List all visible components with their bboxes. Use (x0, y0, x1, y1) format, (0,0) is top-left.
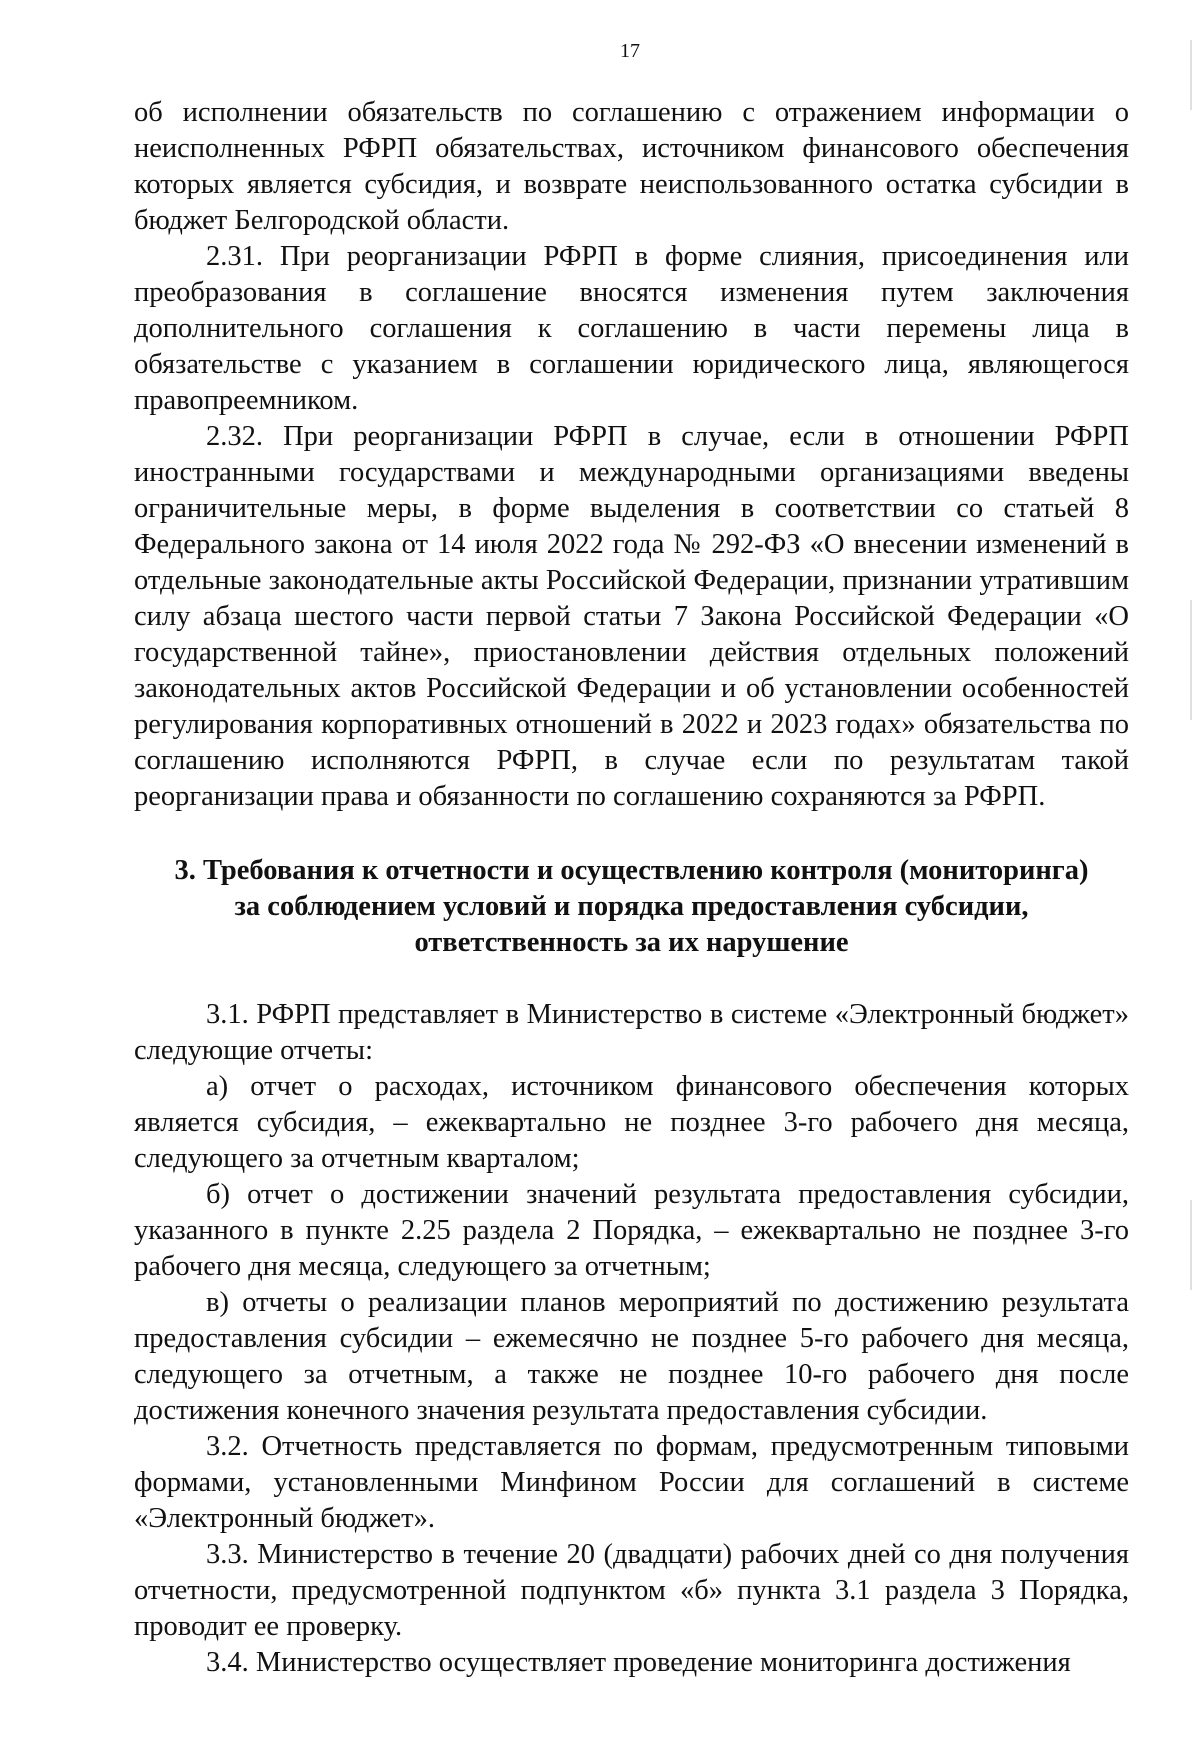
document-body (134, 95, 1129, 1681)
page-number: 17 (620, 40, 640, 62)
scan-margin-mark (1190, 1200, 1192, 1290)
scan-margin-mark (1190, 600, 1192, 720)
paragraph-3-2: 3.2. Отчетность представляется по формам, предусмотренным типовыми формами, установленными Минфином России для соглашений в системе «Электронный бюджет». (134, 1431, 1129, 1534)
paragraph-3-1: 3.1. РФРП представляет в Министерство в системе «Электронный бюджет» следующие отчеты: (134, 999, 1129, 1066)
paragraph-2-31: 2.31. При реорганизации РФРП в форме слияния, присоединения или преобразования в соглашение вносятся изменения путем заключения дополнительного соглашения к соглашению в части перемены лица в обязательстве с указанием в соглашении юридического лица, являющегося правопреемником. (134, 241, 1129, 416)
paragraph-3-3: 3.3. Министерство в течение 20 (двадцати) рабочих дней со дня получения отчетности, предусмотренной подпунктом «б» пункта 3.1 раздела 3 Порядка, проводит ее проверку. (134, 1539, 1129, 1642)
section-heading: 3. Требования к отчетности и осуществлению контроля (мониторинга) за соблюдением условий и порядка предоставления субсидии, ответственность за их нарушение (174, 855, 1089, 958)
paragraph-continuation: об исполнении обязательств по соглашению с отражением информации о неисполненных РФРП обязательствах, источником финансового обеспечения которых является субсидия, и возврате неиспользованного остатка субсидии в бюджет Белгородской области. (134, 97, 1129, 236)
paragraph-3-1-b: б) отчет о достижении значений результата предоставления субсидии, указанного в пункте 2.25 раздела 2 Порядка, – ежеквартально не позднее 3-го рабочего дня месяца, следующего за отчетным; (134, 1179, 1129, 1282)
paragraph-3-1-a: а) отчет о расходах, источником финансового обеспечения которых является субсидия, – ежеквартально не позднее 3-го рабочего дня месяца, следующего за отчетным кварталом; (134, 1071, 1129, 1174)
paragraph-3-1-v: в) отчеты о реализации планов мероприятий по достижению результата предоставления субсидии – ежемесячно не позднее 5-го рабочего дня месяца, следующего за отчетным, а также не позднее 10-го рабочего дня после достижения конечного значения результата предоставления субсидии. (134, 1287, 1129, 1426)
paragraph-3-4: 3.4. Министерство осуществляет проведение мониторинга достижения (206, 1647, 1071, 1678)
paragraph-2-32: 2.32. При реорганизации РФРП в случае, если в отношении РФРП иностранными государствами и международными организациями введены ограничительные меры, в форме выделения в соответствии со статьей 8 Федерального закона от 14 июля 2022 года № 292-ФЗ «О внесении изменений в отдельные законодательные акты Российской Федерации, признании утратившим силу абзаца шестого части первой статьи 7 Закона Российской Федерации «О государственной тайне», приостановлении действия отдельных положений законодательных актов Российской Федерации и об установлении особенностей регулирования корпоративных отношений в 2022 и 2023 годах» обязательства по соглашению исполняются РФРП, в случае если по результатам такой реорганизации права и обязанности по соглашению сохраняются за РФРП. (134, 421, 1129, 812)
